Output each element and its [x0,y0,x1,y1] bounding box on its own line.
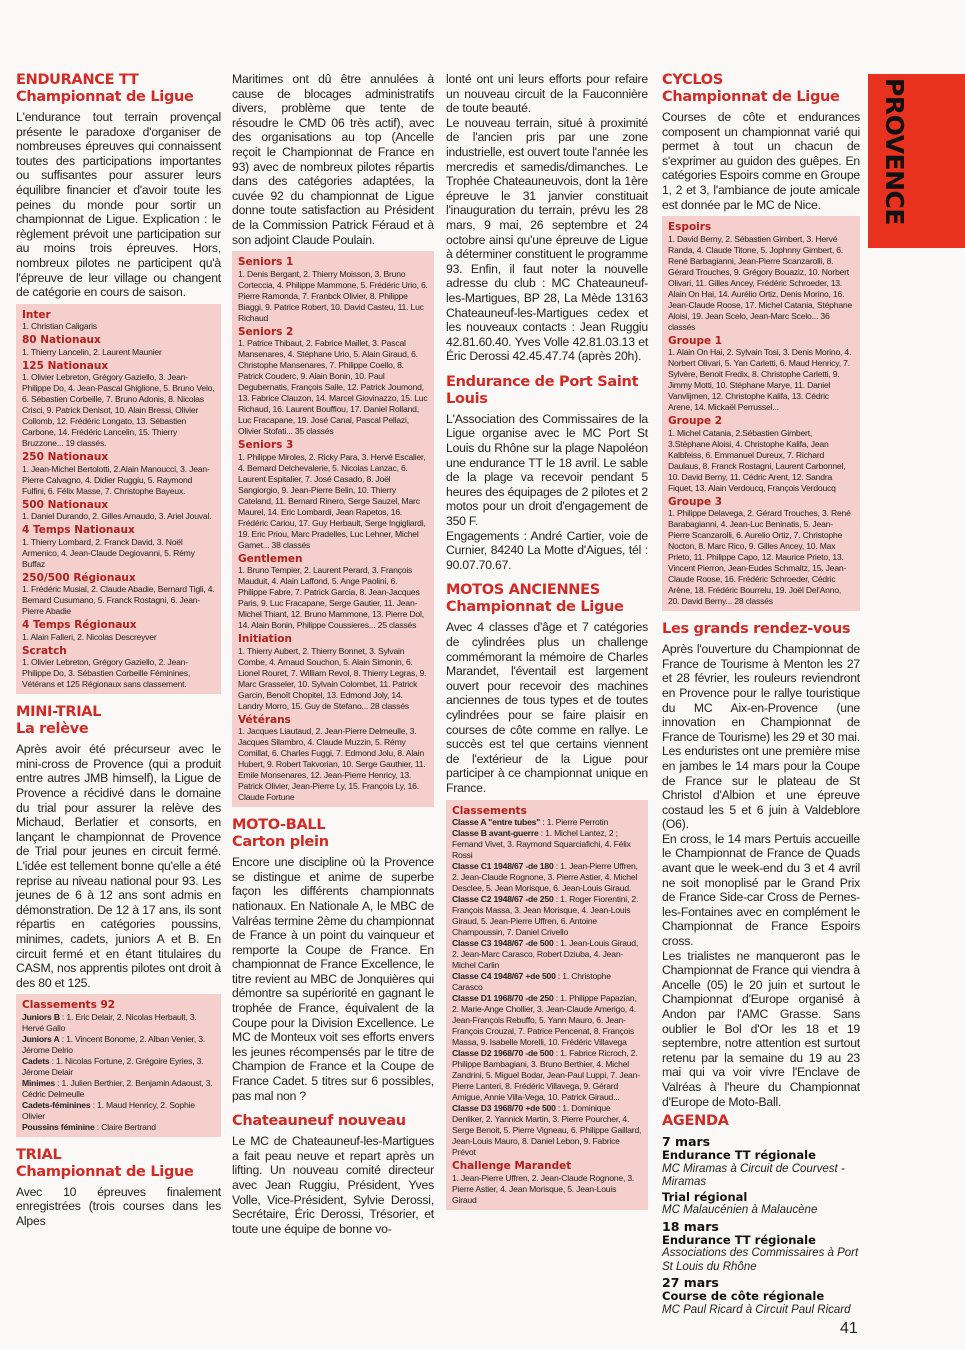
result-value: : 1. Dominique Denliker, 2. Yannick Martin, 3. Pierre Pourcher, 4. Serge Benoit, 5. Pierre Vigneau, 6. Philippe Gaillard, Jean-Louis Mauro, 8. Daniel Lebon, 9. Fabrice Prévot [452,1103,642,1158]
chateauneuf-body: Le MC de Chateauneuf-les-Martigues a fait peau neuve et repart après un lifting. Un nouveau comité directeur avec Jean Ruggiu, Président, Yves Volle, Vice-Président, Sylvie Derossi, Secrétaire, Éric Derossi, Trésorier, et toute une équipe de bonne vo- [232,1134,434,1236]
result-heading: Vétérans [238,713,291,726]
classements92-heading: Classements 92 [22,999,116,1012]
result-heading: 250/500 Régionaux [22,571,136,584]
agenda-title-line: AGENDA [662,1113,729,1130]
column-4 [662,72,860,1318]
agenda-event-place: MC Paul Ricard à Circuit Paul Ricard [662,1303,851,1316]
column-3 [446,72,648,1220]
result-value: : 1. Pierre Perrotin [540,817,609,828]
result-list: 1. Olivier Lebreton, Grégory Gaziello, 2. Jean-Philippe Do, 3. Sébastien Corbeille Féminines, Vétérans et 125 Régionaux sans classement. [22,657,191,690]
result-list: 1. Philippe Delavega, 2. Gérard Trouches, 3. René Barabagianni, 4. Jean-Luc Beninatis, 5. Jean-Pierre Scanzarolli, 6. Aurelio Ortiz, 7. Christophe Nocton, 8. Marc Rico, 9. Gilles Ancey, 10. Max Prieto, 11. Philippe Capo, 12. Maurice Prieto, 13. Vincent Pierron, Jean-Eudes Schmaltz, 15. Jean-Claude Roose, 16. Frédéric Schroeder, Cédric Arène, 18. Frédéric Bourrelu, 19. Joël Del'Anno, 20. David Berny... 28 classés [668,508,851,607]
cyclos-title-line2: Championnat de Ligue [662,89,840,105]
agenda-date: 18 mars [662,1218,719,1234]
result-list: 1. David Berny, 2. Sébastien Gimbert, 3. Hervé Randa, 4. Claude Titone, 5. Jophnny Gimbert, 6. René Barbagianni, Jean-Pierre Scanzarolli, 8. Gérard Trouches, 9. Grégory Bouaziz, 10. Norbert Olivari, 11. Gilles Ancey, Frédéric Schroeder, 13. Alain On Hai, 14. Aurélio Ortiz, Denis Morino, 16. Jean-Claude Roose, 17. Michel Catania, Stéphane Aloisi, 19. Jean Scelo, Jean-Marc Scelo... 36 classés [668,233,853,332]
anciennes-results-box [446,800,648,1210]
rdv-title [662,621,860,638]
result-list: 1. Daniel Durando, 2. Gilles Arnaudo, 3. Ariel Jouval. [22,511,212,522]
result-line [22,1100,215,1122]
result-label: Classe D1 1968/70 -de 250 [452,993,554,1004]
endurance-title-line2: Championnat de Ligue [16,89,194,105]
endurance-body: L'endurance tout terrain provençal présente le paradoxe d'organiser de nombreuses épreuves qui connaissent toutes des participations importantes ou suffisantes pour assurer leurs équilibre financier et d'avoir toute les peines du monde pour sortir un championnat de Ligue. Explication : le règlement prévoit une participation sur au moins trois épreuves. Hors, nombreux pilotes ne participent qu'à l'épreuve de leur village ou changent de catégorie en cours de saison. [16,110,221,300]
result-value: : 1. Roger Fiorentini, 2. François Massa, 3. Jean Morisque, 4. Jean-Louis Giraud, 5. Jean-Pierre Uffren, 6. Antoine Champoussin, 7. Daniel Crivello [452,894,639,938]
result-list: 1. Thierry Lancelin, 2. Laurent Maunier [22,346,162,357]
trial-title [16,1147,221,1181]
endurance-results-box [16,304,221,695]
cyclos-title-line1: CYCLOS [662,72,723,88]
result-label: Cadets-féminines [22,1099,91,1110]
anciennes-title-line1: MOTOS ANCIENNES [446,582,600,599]
result-heading: Groupe 3 [668,495,723,508]
result-heading: Scratch [22,644,67,657]
result-label: Minimes [22,1077,55,1088]
result-value: : 1. Eric Delair, 2. Nicolas Herbault, 3. Hervé Gallo [22,1011,197,1033]
rdv-body: Après l'ouverture du Championnat de France de Tourisme à Menton les 27 et 28 février, les rouleurs reviendront en Provence pour le rallye touristique du MC Aix-en-Provence (une innovation en Championnat de France de Tourisme) les 29 et 30 mai. Les enduristes ont une première mise en jambes le 14 mars pour la Coupe de France sur le plateau de St Christol d'Albion et une épreuve costaud les 5 et 6 juin à Valdeblore (O6). [662,642,860,832]
agenda-event-name: Endurance TT régionale [662,1232,816,1247]
challenge-heading: Challenge Marandet [452,1160,572,1173]
agenda-event-name: Endurance TT régionale [662,1148,816,1163]
result-line [452,1103,642,1158]
result-heading: 4 Temps Régionaux [22,619,137,632]
result-line [452,894,642,938]
result-value: : 1. Maud Henricy, 2. Sophie Olivier [22,1099,195,1121]
result-heading: Initiation [238,633,292,646]
result-list: 1. Jean-Michel Bertolotti, 2.Alain Manoucci, 3. Jean-Pierre Calvagno, 4. Didier Ruggiu, 5. Raymond Fulfini, 6. Félix Masse, 7. Christophe Bayeux. [22,463,210,496]
result-line [452,817,642,828]
result-label: Classe C3 1948/67 -de 500 [452,938,554,949]
result-list: 1. Thierry Aubert, 2. Thierry Bonnet, 3. Sylvain Combe, 4. Arnaud Souchon, 5. Alain Simonin, 6. Lionel Rouret, 7. William Revol, 8. Thierry Legras, 9. Marc Grasseler, 10. Sylvain Colombet, 11. Patrick Garcin, Benoît Chopitel, 13. Edmond Joly, 14. Landry Morro, 15. Guy de Stefano... 28 classés [238,645,427,711]
motoball-title [232,817,434,851]
result-list: 1. Patrice Thibaut, 2. Fabrice Maillet, 3. Pascal Mansenares, 4. Stéphane Urio, 5. Alain Giraud, 6. Christophe Mansenares, 7. Philippe Coello, 8. Patrick Couderc, 9. Alain Bonin, 10. Paul Degubernatis, François Salle, 12. Patrick Joumond, 13. Fabrice Clauzon, 14. Marcel Giovinazzo, 15. Luc Richaud, 16. Laurent Bouffiou, 17. Daniel Rolland, Luc Fracapane, 19. José Canal, Pascal Pellazi, Olivier Stofati... 35 classés [238,338,428,437]
rdv-title-line: Les grands rendez-vous [662,621,851,638]
result-heading: Gentlemen [238,552,303,565]
agenda-title [662,1113,860,1130]
result-list: 1. Alain Falleri, 2. Nicolas Descreyver [22,631,157,642]
rdv-body3: Les trialistes ne manqueront pas le Championnat de France qui viendra à Ancelle (05) le 20 juin et surtout le Championnat d'Europe organisé à Andon par l'AMC Grasse. Sans oublier le Bol d'Or les 18 et 19 septembre, notre attention est surtout retenu par la semaine du 19 au 23 mai qui va voir vivre l'Enclave de Valréas à l'heure du Championnat d'Europe de Moto-Ball. [662,948,860,1109]
cyclos-title [662,72,860,106]
result-heading: Espoirs [668,221,712,234]
chateauneuf-body-cont2: Le nouveau terrain, situé à proximité de l'ancien pris par une zone industrielle, est ouvert toute l'année les mercredis et samedis/dimanches. Le Trophée Chateauneuvois, dont la 1ère épreuve le 31 janvier constituait l'inauguration du terrain, prévu les 28 mars, 9 mai, 26 septembre et 24 octobre ainsi qu'une épreuve de Ligue à déterminer constituent le programme 93. Enfin, il faut noter la nouvelle adresse du club : MC Chateauneuf-les-Martigues, BP 28, La Mède 13163 Chateauneuf-les-Martigues cedex et les nouveaux contacts : Jean Ruggiu 42.81.60.40. Yves Volle 42.81.03.13 et Éric Derossi 42.45.47.74 (après 20h). [446,115,648,364]
result-value: : 1. Fabrice Ricroch, 2. Philippe Bambagiani, 3. Bruno Berthier, 4. Michel Zandrini, 5. Miguel Bodar, Jean-Paul Luppi, 7. Jean-Pierre Lanteri, 8. Frédéric Villavega, 9. Gérard Amigue, Annie Villa-Vega, 10. Patrick Giraud... [452,1048,640,1103]
challenge-list: 1. Jean-Pierre Uffren, 2. Jean-Claude Rognone, 3. Pierre Astier, 4. Jean Morisque, 5. Jean-Louis Giraud [452,1172,635,1205]
cyclos-results-box [662,216,860,611]
result-label: Classe C4 1948/67 +de 500 [452,971,556,982]
result-list: 1. Olivier Lebreton, Grégory Gaziello, 3. Jean-Philippe Do, 4. Jean-Pascal Ghiglione, 5. Bruno Velo, 6. Sébastien Corbeille, 7. Bruno Adonis, 8. Nicolas Crisci, 9. Patrick Denisot, 10. Alain Bressi, Olivier Collomb, 12. Frédéric Longato, 13. Sébastien Carbone, 14. Frédéric Lancelin, 15. Thierry Bruzzone... 19 classés. [22,372,215,449]
chateauneuf-body-cont: lonté ont uni leurs efforts pour refaire un nouveau circuit de la Fauconnière de toute beauté. [446,72,648,116]
result-line [22,1122,215,1133]
result-list: 1. Thierry Lombard, 2. Franck David, 3. Noël Armenico, 4. Jean-Claude Degiovanni, 5. Rémy Buffaz [22,536,195,569]
page-number: 41 [840,1320,858,1337]
result-label: Classe C1 1948/67 -de 180 [452,861,554,872]
result-line [22,1078,215,1100]
trial-body: Avec 10 épreuves finalement enregistrées (trois courses dans les Alpes [16,1184,221,1228]
result-list: 1. Michel Catania, 2.Sébastien Gimbert, 3.Stéphane Aloisi, 4. Christophe Kalifa, Jean Kalbfeiss, 6. Emmanuel Dureux, 7. Richard Daulaus, 8. Franck Rostagni, Laurent Carbonnel, 10. David Berny, 11. Cédric Arent, 12. Sandra Fiquet, 13. Alain Verdoucq, François Verdoucq [668,427,846,493]
result-value: : 1. Vincent Bonome, 2. Alban Venier, 3. Jérome Delrio [22,1033,205,1055]
agenda-event-name: Course de côte régionale [662,1289,825,1304]
result-list: 1. Christian Caligaris [22,321,97,332]
result-value: : 1. Christophe Carasco [452,971,611,993]
result-line [452,828,642,861]
result-value: : 1. Nicolas Fortune, 2. Grégoire Eyries, 3. Jérome Delair [22,1055,204,1077]
result-heading: Inter [22,308,51,321]
result-line [452,938,642,971]
trial-body-cont: Maritimes ont dû être annulées à cause de blocages administratifs divers, problème que tente de résoudre le CMD 06 très actif), avec des organisations au top (Ancelle reçoit le Championnat de France en 93) avec de nombreux pilotes répartis dans des catégories adaptées, la cuvée 92 du championnat de Ligue donne toute satisfaction au Président de la Commission Patrick Féraud et à son adjoint Claude Poulain. [232,72,434,247]
agenda-event-place: Associations des Commissaires à Port St Louis du Rhône [662,1247,859,1273]
motoball-title-line1: MOTO-BALL [232,817,326,834]
result-heading: Groupe 2 [668,415,723,428]
result-heading: 500 Nationaux [22,498,109,511]
anciennes-title-line2: Championnat de Ligue [446,599,624,616]
result-line [22,1012,215,1034]
result-list: 1. Bruno Tempier, 2. Laurent Perard, 3. François Mauduit, 4. Alain Laffond, 5. Ange Paolini, 6. Philippe Fabre, 7. Patrick Garcia, 8. Jean-Jacques Paris, 9. Luc Fracapane, Serge Gautier, 11. Jean-Michel Thiant, 12. Bruno Mammone, 13. Pierre Dol, 14. Alain Bonin, Philippe Coussieres... 25 classés [238,565,424,631]
result-label: Classe D2 1968/70 -de 500 [452,1048,554,1059]
portstlouis-body2: Engagements : André Cartier, voie de Curnier, 84240 La Motte d'Aigues, tél : 90.07.70.67. [446,528,648,572]
result-label: Classe D3 1968/70 +de 500 [452,1103,556,1114]
motoball-title-line2: Carton plein [232,834,329,851]
result-heading: Seniors 3 [238,439,294,452]
result-list: 1. Denis Bergant, 2. Thierry Moisson, 3. Bruno Corteccia, 4. Philippe Mammone, 5. Frédéric Urio, 6. Pierre Ramonda, 7. Franbck Olivier, 8. Philippe Biaggi, 9. Patrice Robert, 10. David Casteu, 11. Luc Richaud [238,268,428,323]
agenda-event-name: Trial régional [662,1189,748,1204]
column-2 [232,72,434,1240]
result-line [452,993,642,1048]
result-value: : 1. Julien Berthier, 2. Benjamin Adaoust, 3. Cédric Delmeulle [22,1077,213,1099]
minitrial-body: Après avoir été précurseur avec le mini-cross de Provence (qui a produit entre autres JMB himself), la Ligue de Provence a récidivé dans le domaine du trial pour assurer la relève des Michaud, Berlatier et consorts, en lançant le championnat de Provence de Trial pour jeunes en circuit fermé. L'idée est tellement bonne qu'elle a été reprise au niveau national pour 93. Les jeunes de 6 à 12 ans sont admis en démonstration. De 12 à 17 ans, ils sont répartis en catégories poussins, minimes, cadets, juniors A et B. En circuit fermé et en étant titulaires du CASM, nos apprentis pilotes ont droit à des 80 et 125. [16,742,221,990]
agenda-list [662,1134,860,1317]
minitrial-title-line1: MINI-TRIAL [16,704,102,721]
result-heading: 250 Nationaux [22,451,109,464]
result-label: Classe C2 1948/67 -de 250 [452,894,554,905]
result-value: : 1. Jean-Louis Giraud, 2. Jean-Marc Carasco, Robert Dziuba, 4. Jean-Michel Carlin [452,938,639,971]
agenda-event-place: MC Malaucénien à Malaucène [662,1204,818,1217]
result-line [452,1048,642,1103]
result-value: : 1. Michel Lantez, 2 ; Fernand Vivet, 3. Raymond Squarciafichi, 4. Félix Rossi [452,828,631,861]
classements-heading: Classements [452,804,527,817]
chateauneuf-title-line: Chateauneuf nouveau [232,1113,406,1130]
result-label: Juniors B [22,1011,60,1022]
endurance-title [16,72,221,106]
portstlouis-title-line2: Louis [446,390,488,407]
result-list: 1. Philippe Miroles, 2. Ricky Para, 3. Hervé Escalier, 4. Bernard Delchevalerie, 5. Nicolas Lanzac, 6. Laurent Espitalier, 7. José Casado, 8. Joël Sangiorgio, 9. Jean-Pierre Belin, 10. Thierry Cateland, 11. Bernard Rinero, Serge Sauzel, Marc Maurel, 14. Eric Lombardi, Jean Rapetos, 16. Frédéric Cariou, 17. Guy Herbault, Serge Ingigliardi, 19. Eric Priou, Marc Pradelles, Luc Lehner, Michel Gamet... 38 classés [238,451,426,550]
result-list: 1. Jacques Liautaud, 2. Jean-Pierre Delmeulle, 3. Jacques Silambro, 4. Claude Muzzin, 5. Rémy Comillat, 6. Charles Fuggi, 7. Edmond Jolu, 8. Alain Hubert, 9. Robert Takvorian, 10. Serge Gauthier, 11. Emile Monsenares, 12. Jean-Pierre Henricy, 13. Patrick Olivier, Jean-Pierre Ly, 15. François Ly, 16. Claude Fortune [238,726,426,803]
agenda-date: 7 mars [662,1134,711,1150]
result-line [22,1056,215,1078]
result-heading: 4 Temps Nationaux [22,524,135,537]
result-label: Cadets [22,1055,50,1066]
section-tab-label: PROVENCE [880,78,909,225]
result-heading: 80 Nationaux [22,334,101,347]
result-list: 1. Frédéric Musial, 2. Claude Abadie, Bernard Tigli, 4. Bernard Cusumano, 5. Franck Rostagni, 6. Jean-Pierre Abadie [22,584,215,617]
result-heading: 125 Nationaux [22,359,109,372]
result-label: Juniors A [22,1033,60,1044]
portstlouis-title-line1: Endurance de Port Saint [446,373,639,390]
agenda-event-place: MC Miramas à Circuit de Courvest - Miramas [662,1162,845,1189]
motoball-body: Encore une discipline où la Provence se distingue et anime de superbe façon les différents championnats nationaux. En Nationale A, le MBC de Valréas termine 2ème du championnat de France à un point du vainqueur et remporte la Coupe de France. En championnat de France Excellence, le titre revient au MBC de Jonquières qui démontre sa supériorité en gagnant le trophée de France, équivalent de la Coupe pour la Division Excellence. Le MC de Monteux voit ses efforts envers les jeunes récompensés par le titre de Champion de France et la Coupe de France Cadet. 5 titres sur 6 possibles, pas mal non ? [232,855,434,1103]
anciennes-body: Avec 4 classes d'âge et 7 catégories de cylindrées plus un challenge commémorant la mémoire de Charles Marandet, l'éventail est largement ouvert pour recevoir des machines anciennes de tous types et de toutes cylindrées pour se faire plaisir en courses de côte comme en rallye. Le succès est tel que certains viennent de l'extérieur de la Ligue pour participer à ce championnat unique en France. [446,620,648,795]
endurance-title-line1: ENDURANCE TT [16,72,139,88]
minitrial-title-line2: La relève [16,721,89,738]
result-label: Classe B avant-guerre [452,828,539,839]
result-label: Classe A "entre tubes" [452,817,541,828]
cyclos-body: Courses de côte et endurances composent un championnat varié qui permet à tout un chacun de s'exprimer au guidon des guêpes. En catégories Espoirs comme en Groupe 1, 2 et 3, l'ambiance de joute amicale est donnée par le MC de Nice. [662,110,860,212]
chateauneuf-title [232,1113,434,1130]
result-line [452,971,642,993]
result-heading: Seniors 2 [238,325,294,338]
result-line [452,861,642,894]
trial-title-line2: Championnat de Ligue [16,1163,194,1180]
portstlouis-title [446,374,648,408]
minitrial-title [16,704,221,738]
rdv-body2: En cross, le 14 mars Pertuis accueille le Championnat de France de Quads avant que le week-end du 3 et 4 avril ne soit monoplisé par le Grand Prix de France Side-car Cross de Pernes-les-Fontaines avec en complément le Championnat de France Espoirs cross. [662,831,860,949]
trial-title-line1: TRIAL [16,1146,62,1163]
result-heading: Seniors 1 [238,256,294,269]
result-label: Poussins féminine [22,1121,95,1132]
result-value: : 1. Jean-Pierre Uffren, 2. Jean-Claude Rognone, 3. Pierre Astier, 4. Michel Desclee, 5. Jean Morisque, 6. Jean-Louis Giraud. [452,861,638,894]
result-value: : 1. Philippe Papazian, 2. Marie-Ange Chollier, 3. Jean-Claude Amerigo, 4. Jean-François Rebuffo, 5. Yann Mauro, 6. Jean-François Crouzal, 7. Patrice Pencenat, 8. François Massa, 9. Isabelle Morelli, 10. Frédéric Villavega [452,993,637,1048]
result-value: : Claire Bertrand [94,1121,156,1132]
result-heading: Groupe 1 [668,334,723,347]
agenda-date: 27 mars [662,1275,719,1291]
portstlouis-body: L'Association des Commissaires de la Ligue organise avec le MC Port St Louis du Rhône sur la plage Napoléon une endurance TT le 18 avril. Le sable de la plage va recevoir pendant 5 heures des équipages de 2 pilotes et 2 motos pour un droit d'engagement de 350 F. [446,411,648,529]
result-list: 1. Alain On Hai, 2. Sylvain Tosi, 3. Denis Morino, 4. Norbert Olivari, 5. Yan Carletti, 6. Maud Henricy, 7. Sylvère, Benoit Fredix, 8. Christophe Carletti, 9. Jimmy Motti, 10. Stéphane Marye, 11. Daniel Vanvlijmen, 12. Christophe Kalifa, 13. Cédric Arene, 14. Mickaël Perrussel... [668,347,852,413]
result-line [22,1034,215,1056]
trial-results-box [232,251,434,807]
column-1 [16,72,221,1233]
classements92-box [16,994,221,1137]
anciennes-title [446,582,648,616]
